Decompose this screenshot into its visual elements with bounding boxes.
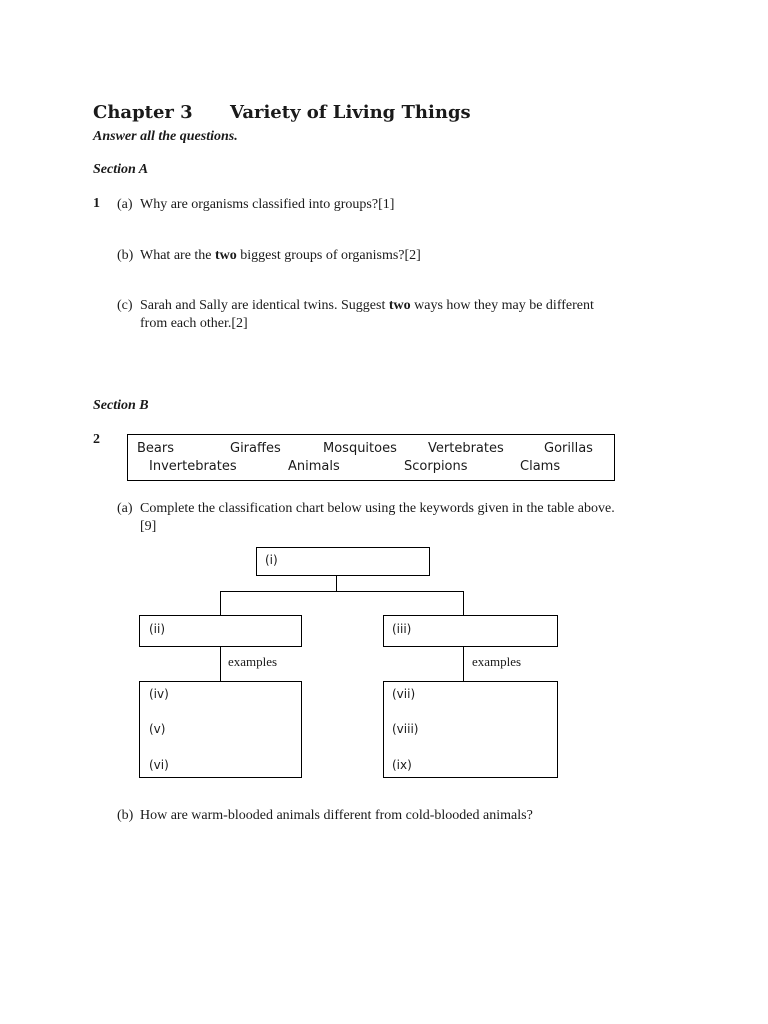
connector-line: [220, 591, 463, 592]
question-1a-text: Why are organisms classified into groups?[1]: [140, 197, 395, 212]
chart-label-example: (ix): [392, 758, 412, 772]
chart-label-example: (vii): [392, 687, 416, 701]
connector-line: [336, 576, 337, 591]
keyword: Scorpions: [404, 459, 468, 474]
section-b-heading: Section B: [93, 398, 149, 413]
chart-label-example: (vi): [149, 758, 169, 772]
question-1b-text: What are the two biggest groups of organisms?[2]: [140, 248, 421, 263]
connector-line: [220, 647, 221, 681]
keyword: Animals: [288, 459, 340, 474]
connector-line: [463, 591, 464, 615]
chart-label-top: (i): [265, 553, 278, 567]
question-2a-label: (a): [117, 501, 133, 516]
chart-label-left: (ii): [149, 622, 166, 636]
question-2a-text: Complete the classification chart below using the keywords given in the table above.: [140, 501, 615, 516]
section-a-heading: Section A: [93, 162, 149, 177]
connector-line: [220, 591, 221, 615]
chart-label-example: (viii): [392, 722, 419, 736]
examples-label-left: examples: [228, 654, 278, 669]
question-1-number: 1: [93, 196, 100, 211]
question-2b-text: How are warm-blooded animals different from cold-blooded animals?: [140, 808, 533, 823]
keyword: Vertebrates: [428, 441, 504, 456]
keyword: Mosquitoes: [323, 441, 397, 456]
examples-label-right: examples: [472, 654, 522, 669]
question-2a-marks: [9]: [140, 519, 157, 534]
connector-line: [463, 647, 464, 681]
question-2-number: 2: [93, 432, 100, 447]
chart-label-right: (iii): [392, 622, 412, 636]
chapter-title: Variety of Living Things: [230, 102, 471, 123]
keyword: Bears: [137, 441, 175, 456]
question-2b-label: (b): [117, 808, 134, 823]
instruction: Answer all the questions.: [93, 129, 238, 144]
question-1b-label: (b): [117, 248, 134, 263]
question-1a-label: (a): [117, 197, 133, 212]
chapter-number: Chapter 3: [93, 102, 193, 123]
question-1c-text: Sarah and Sally are identical twins. Suggest two ways how they may be different: [140, 298, 594, 313]
chart-box-top[interactable]: [256, 547, 430, 576]
keyword: Gorillas: [544, 441, 593, 456]
keyword: Clams: [520, 459, 561, 474]
keyword: Giraffes: [230, 441, 281, 456]
keyword: Invertebrates: [149, 459, 237, 474]
chart-label-example: (iv): [149, 687, 169, 701]
question-1c-label: (c): [117, 298, 133, 313]
question-1c-text-line2: from each other.[2]: [140, 316, 248, 331]
chart-label-example: (v): [149, 722, 166, 736]
